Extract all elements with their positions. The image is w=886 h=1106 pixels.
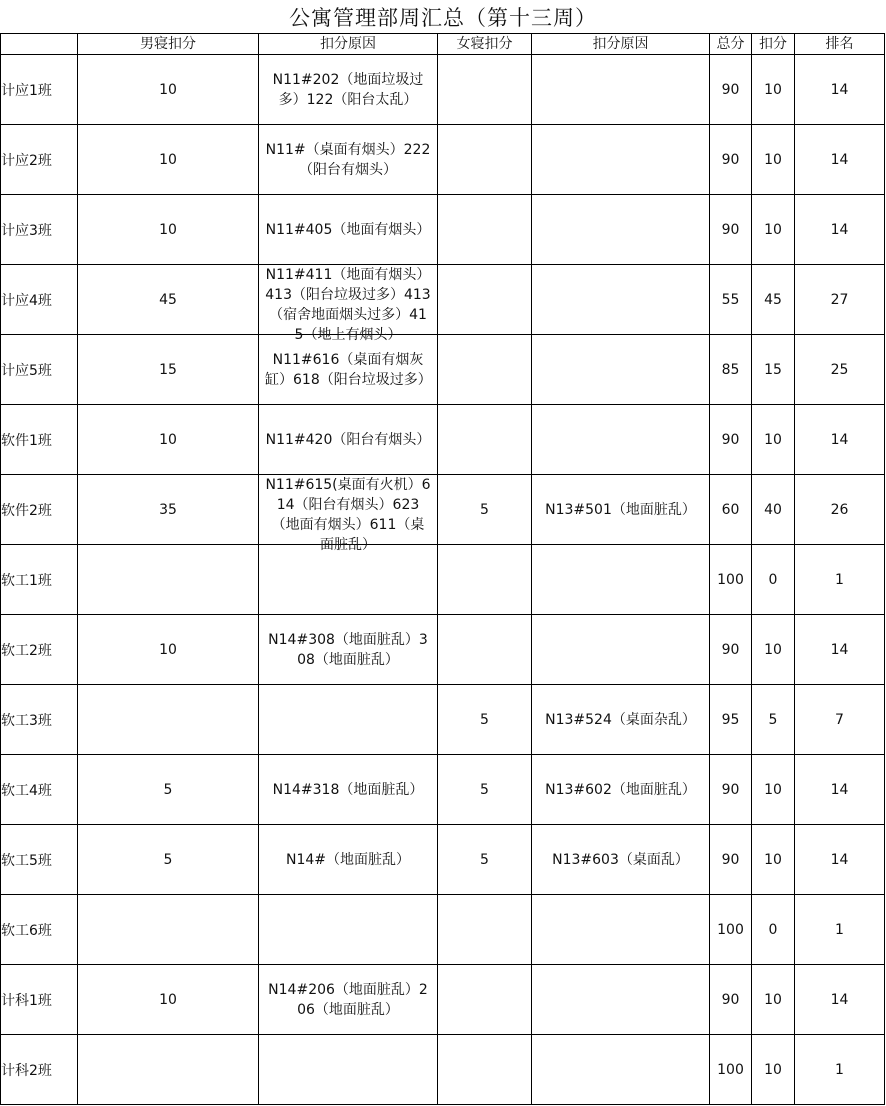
class-name-cell: 软工4班 [1, 755, 78, 825]
deduction-cell: 10 [752, 755, 795, 825]
deduction-cell: 10 [752, 405, 795, 475]
header-total: 总分 [710, 34, 752, 55]
class-name-cell: 软工2班 [1, 615, 78, 685]
female-deduction-cell [438, 335, 532, 405]
rank-cell: 14 [795, 405, 885, 475]
header-deduction: 扣分 [752, 34, 795, 55]
female-reason-text: N13#524（桌面杂乱） [545, 711, 696, 728]
female-deduction-cell: 5 [438, 825, 532, 895]
rank-cell: 14 [795, 965, 885, 1035]
class-name-cell: 计应3班 [1, 195, 78, 265]
male-reason-text: N11#202（地面垃圾过多）122（阳台太乱） [272, 71, 424, 108]
rank-cell: 1 [795, 895, 885, 965]
male-reason-cell [259, 125, 438, 195]
female-deduction-cell [438, 265, 532, 335]
deduction-cell: 10 [752, 615, 795, 685]
sheet-title: 公寓管理部周汇总（第十三周） [289, 6, 597, 30]
male-deduction-cell [78, 895, 259, 965]
male-reason-cell [259, 755, 438, 825]
female-reason-cell [532, 335, 710, 405]
female-deduction-cell [438, 1035, 532, 1105]
rank-cell: 27 [795, 265, 885, 335]
male-deduction-cell: 10 [78, 615, 259, 685]
class-name-cell: 计科2班 [1, 1035, 78, 1105]
female-reason-cell [532, 195, 710, 265]
total-cell: 90 [710, 825, 752, 895]
female-reason-text: N13#602（地面脏乱） [545, 781, 696, 798]
male-deduction-cell: 10 [78, 125, 259, 195]
female-reason-cell [532, 825, 710, 895]
total-cell: 90 [710, 195, 752, 265]
total-cell: 90 [710, 55, 752, 125]
male-reason-cell [259, 615, 438, 685]
total-cell: 90 [710, 615, 752, 685]
class-name-cell: 计应2班 [1, 125, 78, 195]
male-reason-text: N14#318（地面脏乱） [272, 781, 424, 798]
total-cell: 100 [710, 1035, 752, 1105]
deduction-cell: 10 [752, 55, 795, 125]
total-cell: 85 [710, 335, 752, 405]
female-reason-cell [532, 895, 710, 965]
deduction-cell: 10 [752, 195, 795, 265]
total-cell: 95 [710, 685, 752, 755]
table-row [1, 825, 885, 895]
rank-cell: 14 [795, 825, 885, 895]
table-row [1, 405, 885, 475]
total-cell: 90 [710, 125, 752, 195]
class-name-cell: 计应1班 [1, 55, 78, 125]
table-row [1, 1035, 885, 1105]
rank-cell: 14 [795, 615, 885, 685]
class-name-cell: 软工1班 [1, 545, 78, 615]
total-cell: 100 [710, 895, 752, 965]
header-class [1, 34, 78, 55]
female-reason-cell [532, 685, 710, 755]
class-name-cell: 软工3班 [1, 685, 78, 755]
male-deduction-cell: 15 [78, 335, 259, 405]
rank-cell: 14 [795, 55, 885, 125]
female-reason-text: N13#603（桌面乱） [552, 851, 689, 868]
class-name-cell: 计应5班 [1, 335, 78, 405]
female-deduction-cell [438, 195, 532, 265]
male-deduction-cell: 45 [78, 265, 259, 335]
male-reason-text: N11#616（桌面有烟灰缸）618（阳台垃圾过多） [265, 351, 432, 388]
table-row [1, 615, 885, 685]
female-reason-cell [532, 55, 710, 125]
male-deduction-cell [78, 1035, 259, 1105]
class-name-cell: 软工5班 [1, 825, 78, 895]
total-cell: 90 [710, 965, 752, 1035]
table-row [1, 685, 885, 755]
male-reason-text: N14#（地面脏乱） [285, 851, 411, 868]
male-reason-text: N14#206（地面脏乱）206（地面脏乱） [268, 981, 428, 1018]
table-row [1, 335, 885, 405]
female-reason-cell [532, 965, 710, 1035]
class-name-cell: 软工6班 [1, 895, 78, 965]
table-row [1, 895, 885, 965]
female-deduction-cell [438, 615, 532, 685]
class-name-cell: 计科1班 [1, 965, 78, 1035]
male-reason-cell [259, 55, 438, 125]
header-female-reason: 扣分原因 [532, 34, 710, 55]
table-row [1, 195, 885, 265]
male-reason-cell [259, 545, 438, 615]
header-row [1, 34, 885, 55]
table-row [1, 965, 885, 1035]
rank-cell: 14 [795, 195, 885, 265]
female-deduction-cell: 5 [438, 685, 532, 755]
rank-cell: 25 [795, 335, 885, 405]
rank-cell: 1 [795, 545, 885, 615]
table-row [1, 265, 885, 335]
female-deduction-cell [438, 545, 532, 615]
summary-table [0, 33, 885, 1105]
deduction-cell: 10 [752, 125, 795, 195]
deduction-cell: 5 [752, 685, 795, 755]
header-rank: 排名 [795, 34, 885, 55]
rank-cell: 14 [795, 755, 885, 825]
female-deduction-cell: 5 [438, 755, 532, 825]
female-deduction-cell [438, 125, 532, 195]
table-row [1, 55, 885, 125]
female-reason-cell [532, 755, 710, 825]
deduction-cell: 40 [752, 475, 795, 545]
male-reason-text: N11#615(桌面有火机）614（阳台有烟头）623（地面有烟头）611（桌面脏乱） [265, 477, 431, 553]
female-deduction-cell [438, 55, 532, 125]
male-reason-cell [259, 405, 438, 475]
table-row [1, 755, 885, 825]
male-deduction-cell: 5 [78, 755, 259, 825]
rank-cell: 7 [795, 685, 885, 755]
female-deduction-cell: 5 [438, 475, 532, 545]
female-reason-cell [532, 125, 710, 195]
table-row [1, 545, 885, 615]
male-deduction-cell [78, 685, 259, 755]
male-deduction-cell: 10 [78, 195, 259, 265]
female-deduction-cell [438, 895, 532, 965]
male-reason-cell [259, 895, 438, 965]
male-reason-cell [259, 335, 438, 405]
male-deduction-cell: 10 [78, 965, 259, 1035]
male-deduction-cell: 5 [78, 825, 259, 895]
male-reason-cell [259, 685, 438, 755]
header-male-deduction: 男寝扣分 [78, 34, 259, 55]
male-reason-text: N11#411（地面有烟头）413（阳台垃圾过多）413（宿舍地面烟头过多）415（地上有烟头） [265, 267, 431, 343]
female-deduction-cell [438, 405, 532, 475]
deduction-cell: 10 [752, 825, 795, 895]
total-cell: 60 [710, 475, 752, 545]
male-reason-text: N14#308（地面脏乱）308（地面脏乱） [268, 631, 428, 668]
deduction-cell: 45 [752, 265, 795, 335]
female-reason-text: N13#501（地面脏乱） [545, 501, 696, 518]
female-deduction-cell [438, 965, 532, 1035]
deduction-cell: 0 [752, 545, 795, 615]
male-deduction-cell: 10 [78, 405, 259, 475]
female-reason-cell [532, 405, 710, 475]
header-male-reason: 扣分原因 [259, 34, 438, 55]
male-reason-cell [259, 475, 438, 553]
female-reason-cell [532, 1035, 710, 1105]
total-cell: 90 [710, 755, 752, 825]
male-reason-cell [259, 965, 438, 1035]
male-reason-text: N11#（桌面有烟头）222（阳台有烟头） [265, 141, 431, 178]
deduction-cell: 10 [752, 965, 795, 1035]
female-reason-cell [532, 545, 710, 615]
header-female-deduction: 女寝扣分 [438, 34, 532, 55]
male-reason-text: N11#420（阳台有烟头） [265, 431, 431, 448]
total-cell: 55 [710, 265, 752, 335]
male-deduction-cell: 10 [78, 55, 259, 125]
deduction-cell: 0 [752, 895, 795, 965]
class-name-cell: 软件2班 [1, 475, 78, 545]
female-reason-cell [532, 475, 710, 545]
class-name-cell: 软件1班 [1, 405, 78, 475]
deduction-cell: 10 [752, 1035, 795, 1105]
male-reason-cell [259, 195, 438, 265]
deduction-cell: 15 [752, 335, 795, 405]
male-reason-cell [259, 825, 438, 895]
male-reason-cell [259, 1035, 438, 1105]
class-name-cell: 计应4班 [1, 265, 78, 335]
male-deduction-cell [78, 545, 259, 615]
rank-cell: 14 [795, 125, 885, 195]
table-row [1, 475, 885, 545]
male-reason-cell [259, 265, 438, 343]
female-reason-cell [532, 265, 710, 335]
rank-cell: 26 [795, 475, 885, 545]
rank-cell: 1 [795, 1035, 885, 1105]
female-reason-cell [532, 615, 710, 685]
total-cell: 90 [710, 405, 752, 475]
male-deduction-cell: 35 [78, 475, 259, 545]
table-row [1, 125, 885, 195]
male-reason-text: N11#405（地面有烟头） [265, 221, 431, 238]
total-cell: 100 [710, 545, 752, 615]
